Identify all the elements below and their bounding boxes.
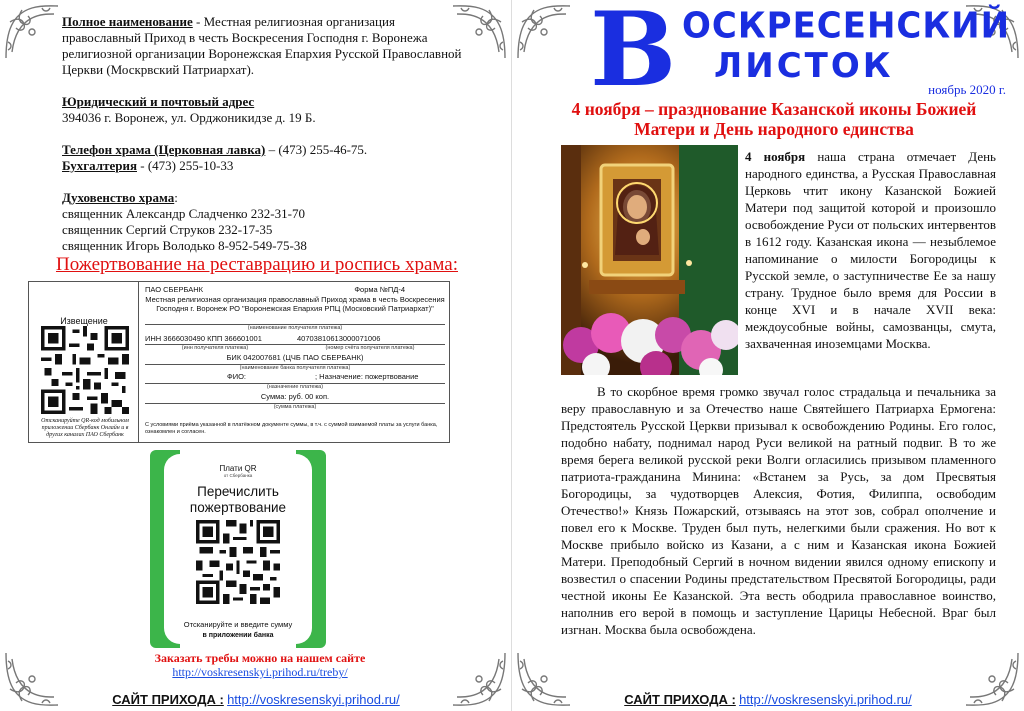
masthead-line-2: ЛИСТОК [714,46,894,86]
scan-instruction: Отсканируйте и введите сумму [183,620,293,629]
article-body: В то скорбное время громко звучал голос страдальца и печальника за веру православную и за Отечество наше Святейшего Патриарха Ермогена: Предстоятель Русской Церкви призывал к освобождению Родины. Его голос, подобно набату, поднимал народ Руси великой на ратный подвиг. В то же время берега великой русской реки Волги огласились призывом пламенного патриота-гражданина Минина: «Встанем за Русь, за дом Пресвятыя Богородицы, за чудотворцев Алексия, Фотия, Филиппа, освободим Отечество!» Князь Пожарский, отзываясь на этот зов, собрал ополчение и повел его к Москве. Труден был путь, нелегкими были сражения. Но вот к Москве прибыло войско из Казани, а с ним и Казанская икона Божией Матери. Преподобный Сергий в ночном видении явился одному епископу и возвестил о спасении Родины предстательством Пресвятой Богородицы, ради честной иконы Ее Казанской. Эта весть ободрила православное воинство, наполнив его верой в помощь и заступление Царицы Небесной. Враг был изгнан. Москва была освобождена. [561,384,996,637]
receipt-terms: С условиями приёма указанной в платёжном документе суммы, в т.ч. с суммой взимаемой платы за услуги банка, ознакомлен и согласен. [145,422,438,435]
receipt-inn-captions [145,344,445,351]
receipt-details-column [141,282,449,442]
article-title: 4 ноября – празднование Казанской иконы Божией Матери и День народного единства [571,99,977,139]
article-lead-text: наша страна отмечает День народного единства, а Русская Православная Церковь чтит икону Казанской Божией Матери под защитой которой и произошло освобождение Руси от польских интервентов в 1612 году. Казанская икона — незыблемое напоминание о милости Богородицы к Русской земле, о заступничестве Ее за нашу страну. Трудное было время для России в конце XVI и в начале XVII века: междоусобные войны, самозванцы, смута, захваченная иноземцами Москва. [745,149,996,351]
masthead-initial: В [590,0,677,110]
issue-date: ноябрь 2020 г. [928,82,1006,97]
receipt-notice-title: Извещение [60,316,108,326]
full-name-label: Полное наименование [62,14,193,29]
full-name-block [62,14,462,78]
address-label: Юридический и почтовый адрес [62,94,255,109]
address-text: 394036 г. Воронеж, ул. Орджоникидзе д. 19 Б. [62,110,316,125]
full-name-text: - Местная религиозная организация православный Приход в честь Воскресения Господня г. Воронежа религиозной организации Воронежская Епархия Русской Православной Церкви (Москрвский Патриархат). [62,14,462,77]
from-bank-label: от Сбербанка [223,473,253,478]
receipt-sum[interactable]: Сумма: руб. 00 коп. [260,392,330,401]
clergy-item: священник Александр Сладченко 232-31-70 [62,206,305,221]
receipt-recipient-caption: (наименование получателя платежа) [145,324,445,331]
masthead-line-1: ОСКРЕСЕНСКИЙ [682,5,1011,47]
ornament-corner-icon [2,2,62,62]
donate-headline: Перечислить пожертвование [189,484,287,515]
treby-text: Заказать требы можно на нашем сайте [154,651,366,665]
phone-text: – (473) 255-46-75. [265,142,368,157]
masthead [580,0,1011,110]
accounting-label: Бухгалтерия [62,158,137,173]
receipt-account: 40703810613000071006 [297,334,381,343]
sber-qr-card[interactable] [150,450,326,648]
address-block [62,94,462,126]
site-label: САЙТ ПРИХОДА : [624,692,736,707]
site-footer-left [0,692,512,708]
receipt-qr-code-icon[interactable] [37,326,133,414]
card-inner [164,454,312,644]
phone-label: Телефон храма (Церковная лавка) [62,142,266,157]
receipt-bank-caption: (наименование банка получателя платежа) [145,364,445,371]
site-link[interactable]: http://voskresenskyi.prihod.ru/ [227,692,400,707]
receipt-purpose-caption: (назначение платежа) [145,383,445,390]
ornament-corner-icon [514,2,574,62]
receipt-form: Форма №ПД-4 [354,285,405,294]
pay-qr-label: Плати QR [219,464,257,473]
receipt-notice-column [29,282,139,442]
site-link[interactable]: http://voskresenskyi.prihod.ru/ [739,692,912,707]
receipt-account-caption: (номер счёта получателя платежа) [325,345,415,351]
donation-qr-code-icon[interactable] [196,520,280,604]
receipt-inn-caption: (инн получателя платежа) [181,345,249,351]
clergy-colon: : [174,190,178,205]
parish-info [62,14,462,270]
phone-block [62,142,462,174]
clergy-label: Духовенство храма [62,190,175,205]
receipt-recipient: Местная религиозная организация православный Приход храма в честь Воскресения Господня г. Воронеж РО "Воронежская Епархия РПЦ (Московский Патриархат)" [145,295,445,313]
receipt-purpose: ; Назначение: пожертвование [315,372,419,381]
receipt-bik: БИК 042007681 (ЦЧБ ПАО СБЕРБАНК) [226,353,364,362]
accounting-text: - (473) 255-10-33 [137,158,234,173]
article-lead [745,148,996,352]
treby-link[interactable]: http://voskresenskyi.prihod.ru/treby/ [172,665,348,679]
clergy-item: священник Сергий Струков 232-17-35 [62,222,273,237]
payment-receipt [28,281,450,443]
site-footer-right [512,692,1024,708]
receipt-qr-caption: Отсканируйте QR-код мобильном приложении Сбербанк Онлайн и в других каналах ПАО Сбербанк [41,418,129,438]
right-page [512,0,1024,711]
clergy-block [62,190,462,254]
receipt-inn-kpp: ИНН 3666030490 КПП 366601001 [145,334,262,343]
site-label: САЙТ ПРИХОДА : [112,692,224,707]
receipt-fio[interactable]: ФИО: [227,372,247,381]
receipt-bank: ПАО СБЕРБАНК [145,285,204,294]
kazan-icon-photo [561,145,738,375]
treby-block [60,651,460,679]
article-lead-bold: 4 ноября [745,149,806,164]
clergy-item: священник Игорь Володько 8-952-549-75-38 [62,238,307,253]
receipt-sum-caption: (сумма платежа) [145,403,445,410]
donation-heading: Пожертвование на реставрацию и роспись храма: [55,254,458,275]
in-app-label: в приложении банка [202,632,274,639]
receipt-inn-row [145,334,445,343]
receipt-bank-row [145,285,445,294]
